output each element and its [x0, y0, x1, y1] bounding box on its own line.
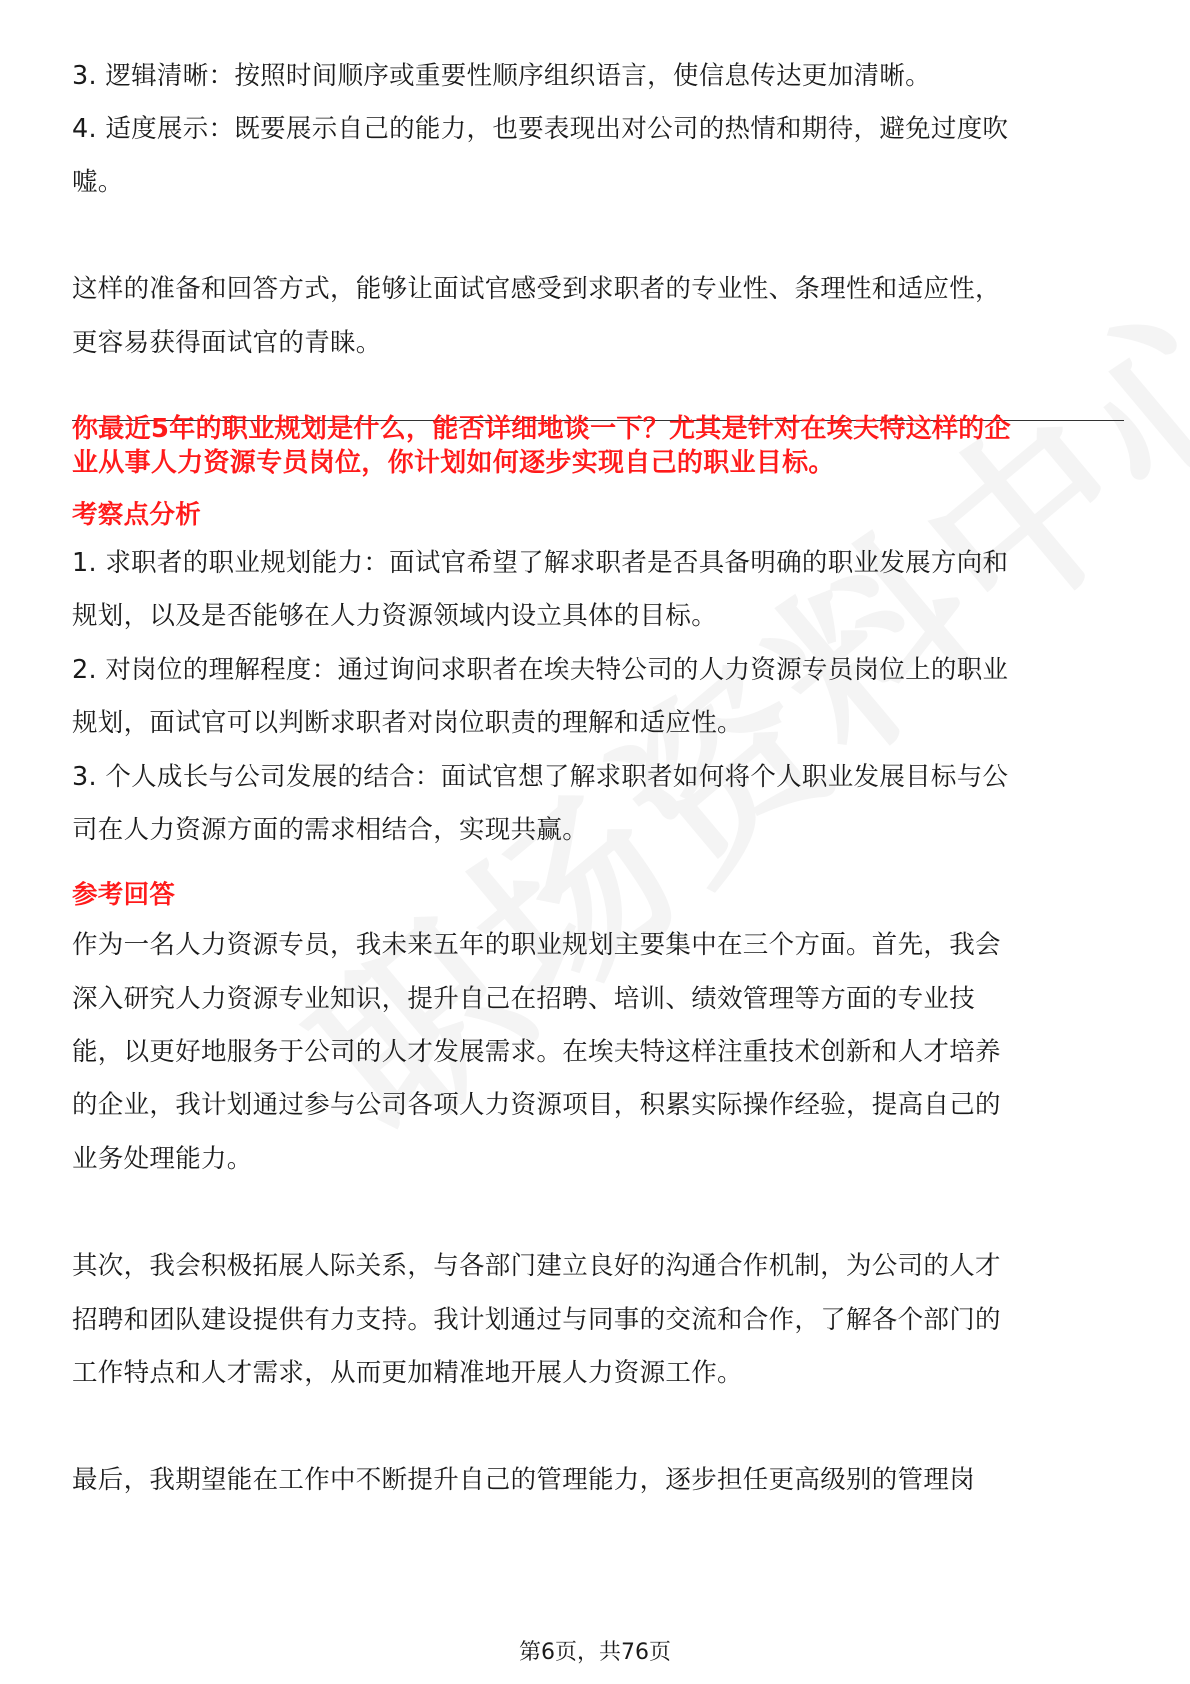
tip-item-4-line-2: 嘘。	[72, 167, 124, 197]
analysis-point-3-line-1: 3. 个人成长与公司发展的结合：面试官想了解求职者如何将个人职业发展目标与公	[72, 762, 1009, 792]
page-footer: 第6页，共76页	[519, 1640, 671, 1665]
tip-item-4-line-1: 4. 适度展示：既要展示自己的能力，也要表现出对公司的热情和期待，避免过度吹	[72, 114, 1009, 144]
summary-line-1: 这样的准备和回答方式，能够让面试官感受到求职者的专业性、条理性和适应性，	[72, 274, 1001, 304]
answer-para-3-line-1: 最后，我期望能在工作中不断提升自己的管理能力，逐步担任更高级别的管理岗	[72, 1465, 976, 1495]
answer-para-2-line-2: 招聘和团队建设提供有力支持。我计划通过与同事的交流和合作，了解各个部门的	[72, 1305, 1001, 1335]
answer-para-1-line-2: 深入研究人力资源专业知识，提升自己在招聘、培训、绩效管理等方面的专业技	[72, 984, 976, 1014]
tip-item-3: 3. 逻辑清晰：按照时间顺序或重要性顺序组织语言，使信息传达更加清晰。	[72, 61, 931, 91]
analysis-point-2-line-1: 2. 对岗位的理解程度：通过询问求职者在埃夫特公司的人力资源专员岗位上的职业	[72, 655, 1009, 685]
question-line-2: 业从事人力资源专员岗位，你计划如何逐步实现自己的职业目标。	[72, 448, 835, 478]
summary-line-2: 更容易获得面试官的青睐。	[72, 328, 382, 358]
answer-para-2-line-3: 工作特点和人才需求，从而更加精准地开展人力资源工作。	[72, 1358, 743, 1388]
answer-para-1-line-4: 的企业，我计划通过参与公司各项人力资源项目，积累实际操作经验，提高自己的	[72, 1090, 1001, 1120]
answer-para-1-line-1: 作为一名人力资源专员，我未来五年的职业规划主要集中在三个方面。首先，我会	[72, 930, 1001, 960]
analysis-point-1-line-1: 1. 求职者的职业规划能力：面试官希望了解求职者是否具备明确的职业发展方向和	[72, 548, 1009, 578]
analysis-point-3-line-2: 司在人力资源方面的需求相结合，实现共赢。	[72, 815, 589, 845]
answer-para-2-line-1: 其次，我会积极拓展人际关系，与各部门建立良好的沟通合作机制，为公司的人才	[72, 1251, 1001, 1281]
question-line-1: 你最近5年的职业规划是什么，能否详细地谈一下？尤其是针对在埃夫特这样的企	[72, 414, 1011, 444]
answer-heading: 参考回答	[72, 880, 176, 910]
analysis-point-2-line-2: 规划，面试官可以判断求职者对岗位职责的理解和适应性。	[72, 708, 743, 738]
answer-para-1-line-3: 能，以更好地服务于公司的人才发展需求。在埃夫特这样注重技术创新和人才培养	[72, 1037, 1001, 1067]
analysis-point-1-line-2: 规划，以及是否能够在人力资源领域内设立具体的目标。	[72, 601, 718, 631]
answer-para-1-line-5: 业务处理能力。	[72, 1144, 253, 1174]
analysis-heading: 考察点分析	[72, 500, 202, 530]
